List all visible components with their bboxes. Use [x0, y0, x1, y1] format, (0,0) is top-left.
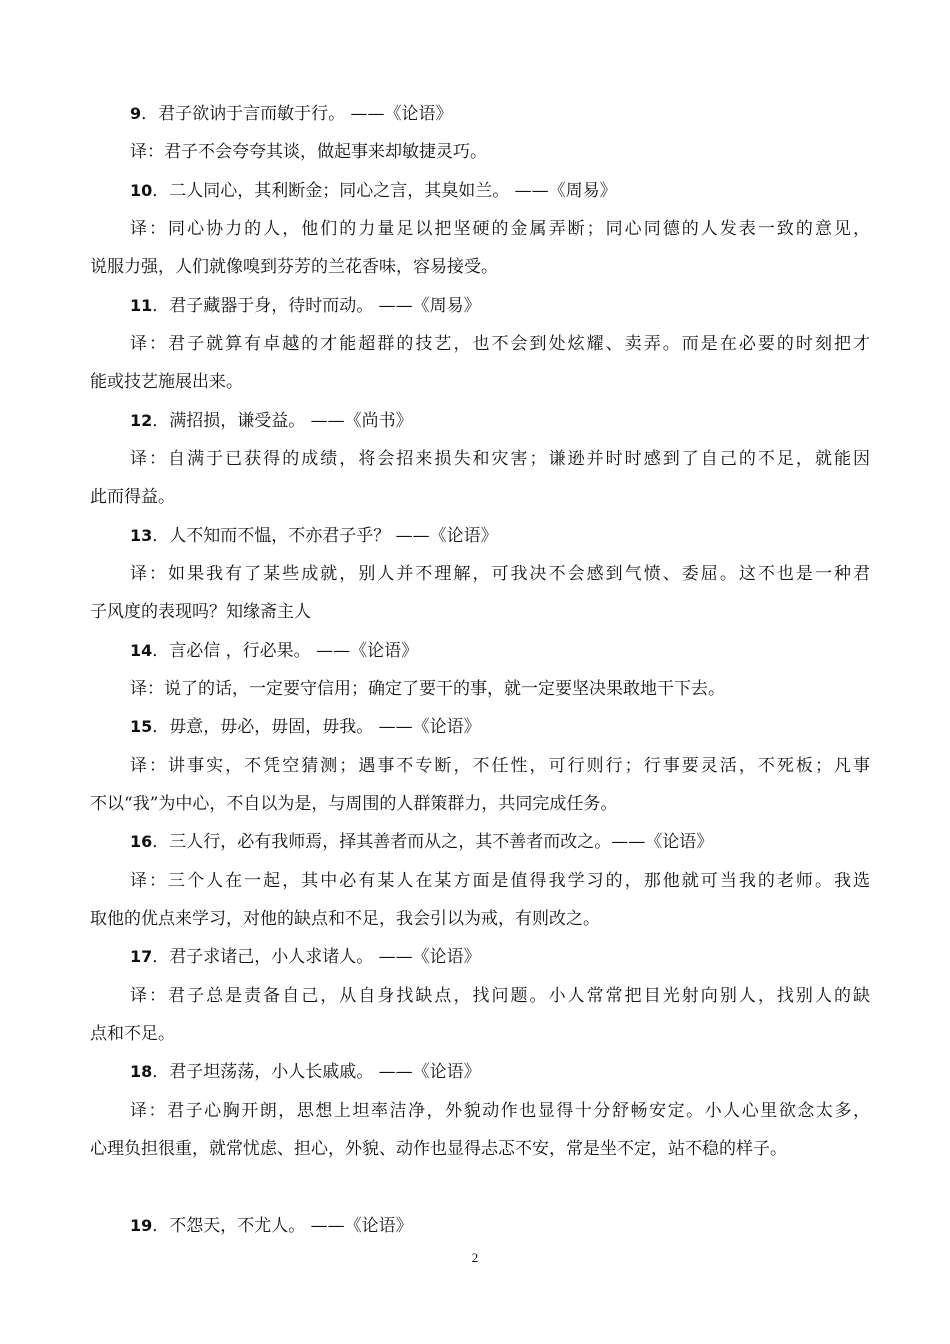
entry-quote: [130, 525, 910, 547]
entry-translation: 译：君子心胸开朗，思想上坦率洁净，外貌动作也显得十分舒畅安定。小人心里欲念太多，: [130, 1101, 870, 1121]
entry-translation: 译：自满于已获得的成绩，将会招来损失和灾害；谦逊并时时感到了自己的不足，就能因: [130, 449, 870, 469]
entry-quote-text: ．君子藏器于身，待时而动。 ——《周易》: [152, 296, 481, 316]
entry-quote: [130, 946, 910, 968]
entry-quote-text: ．满招损，谦受益。 ——《尚书》: [152, 411, 413, 431]
entry-translation-cont: 点和不足。: [90, 1024, 175, 1044]
entry-quote: [130, 640, 910, 662]
entry-translation: 译：君子就算有卓越的才能超群的技艺，也不会到处炫耀、卖弄。而是在必要的时刻把才: [130, 334, 870, 354]
entry-number: 16: [130, 832, 153, 851]
entry-translation: 译：说了的话，一定要守信用；确定了要干的事，就一定要坚决果敢地干下去。: [130, 679, 725, 699]
entry-number: 14: [130, 641, 153, 660]
entry-number: 18: [130, 1062, 153, 1081]
entry-number: 12: [130, 411, 153, 430]
entry-quote: [130, 180, 910, 202]
entry-quote-text: ．二人同心，其利断金；同心之言，其臭如兰。 ——《周易》: [152, 181, 617, 201]
entry-quote: [130, 1061, 910, 1083]
entry-translation: 译：三个人在一起，其中必有某人在某方面是值得我学习的，那他就可当我的老师。我选: [130, 871, 870, 891]
entry-quote-text: ．不怨天，不尤人。 ——《论语》: [152, 1216, 413, 1236]
entry-quote-text: ．言必信 ，行必果。 ——《论语》: [152, 641, 419, 661]
page-number: 2: [471, 1250, 479, 1265]
entry-quote: [130, 103, 910, 125]
entry-quote: [130, 831, 910, 853]
entry-number: 15: [130, 717, 153, 736]
entry-translation-cont: 此而得益。: [90, 487, 175, 507]
entry-quote: [130, 1215, 910, 1237]
entry-translation: 译：君子不会夸夸其谈，做起事来却敏捷灵巧。: [130, 142, 487, 162]
entry-quote-text: ．君子欲讷于言而敏于行。 ——《论语》: [141, 104, 453, 124]
entry-number: 9: [130, 104, 142, 123]
entry-quote-text: ．君子求诸己，小人求诸人。 ——《论语》: [152, 947, 481, 967]
entry-translation-cont: 子风度的表现吗？知缘斋主人: [90, 602, 311, 622]
entry-number: 17: [130, 947, 153, 966]
entry-translation-cont: 取他的优点来学习，对他的缺点和不足，我会引以为戒，有则改之。: [90, 909, 600, 929]
entry-quote-text: ．三人行，必有我师焉，择其善者而从之，其不善者而改之。——《论语》: [152, 832, 714, 852]
entry-quote-text: ．君子坦荡荡，小人长戚戚。 ——《论语》: [152, 1062, 481, 1082]
entry-number: 19: [130, 1216, 153, 1235]
entry-number: 11: [130, 296, 153, 315]
entry-translation: 译：君子总是责备自己，从自身找缺点，找问题。小人常常把目光射向别人，找别人的缺: [130, 986, 870, 1006]
entry-translation-cont: 说服力强，人们就像嗅到芬芳的兰花香味，容易接受。: [90, 257, 498, 277]
entry-translation-cont: 不以“我”为中心，不自以为是，与周围的人群策群力，共同完成任务。: [90, 794, 618, 814]
entry-translation: 译：如果我有了某些成就，别人并不理解，可我决不会感到气愤、委屈。这不也是一种君: [130, 564, 870, 584]
entry-number: 13: [130, 526, 153, 545]
entry-translation-cont: 心理负担很重，就常忧虑、担心，外貌、动作也显得忐忑不安，常是坐不定，站不稳的样子。: [90, 1139, 787, 1159]
entry-quote: [130, 410, 910, 432]
entry-translation-cont: 能或技艺施展出来。: [90, 372, 243, 392]
entry-translation: 译：同心协力的人，他们的力量足以把坚硬的金属弄断；同心同德的人发表一致的意见，: [130, 219, 870, 239]
entry-quote: [130, 295, 910, 317]
entry-quote-text: ．人不知而不愠，不亦君子乎？ ——《论语》: [152, 526, 498, 546]
entry-quote-text: ．毋意，毋必，毋固，毋我。 ——《论语》: [152, 717, 481, 737]
entry-number: 10: [130, 181, 153, 200]
entry-quote: [130, 716, 910, 738]
entry-translation: 译：讲事实，不凭空猜测；遇事不专断，不任性，可行则行；行事要灵活，不死板；凡事: [130, 756, 870, 776]
